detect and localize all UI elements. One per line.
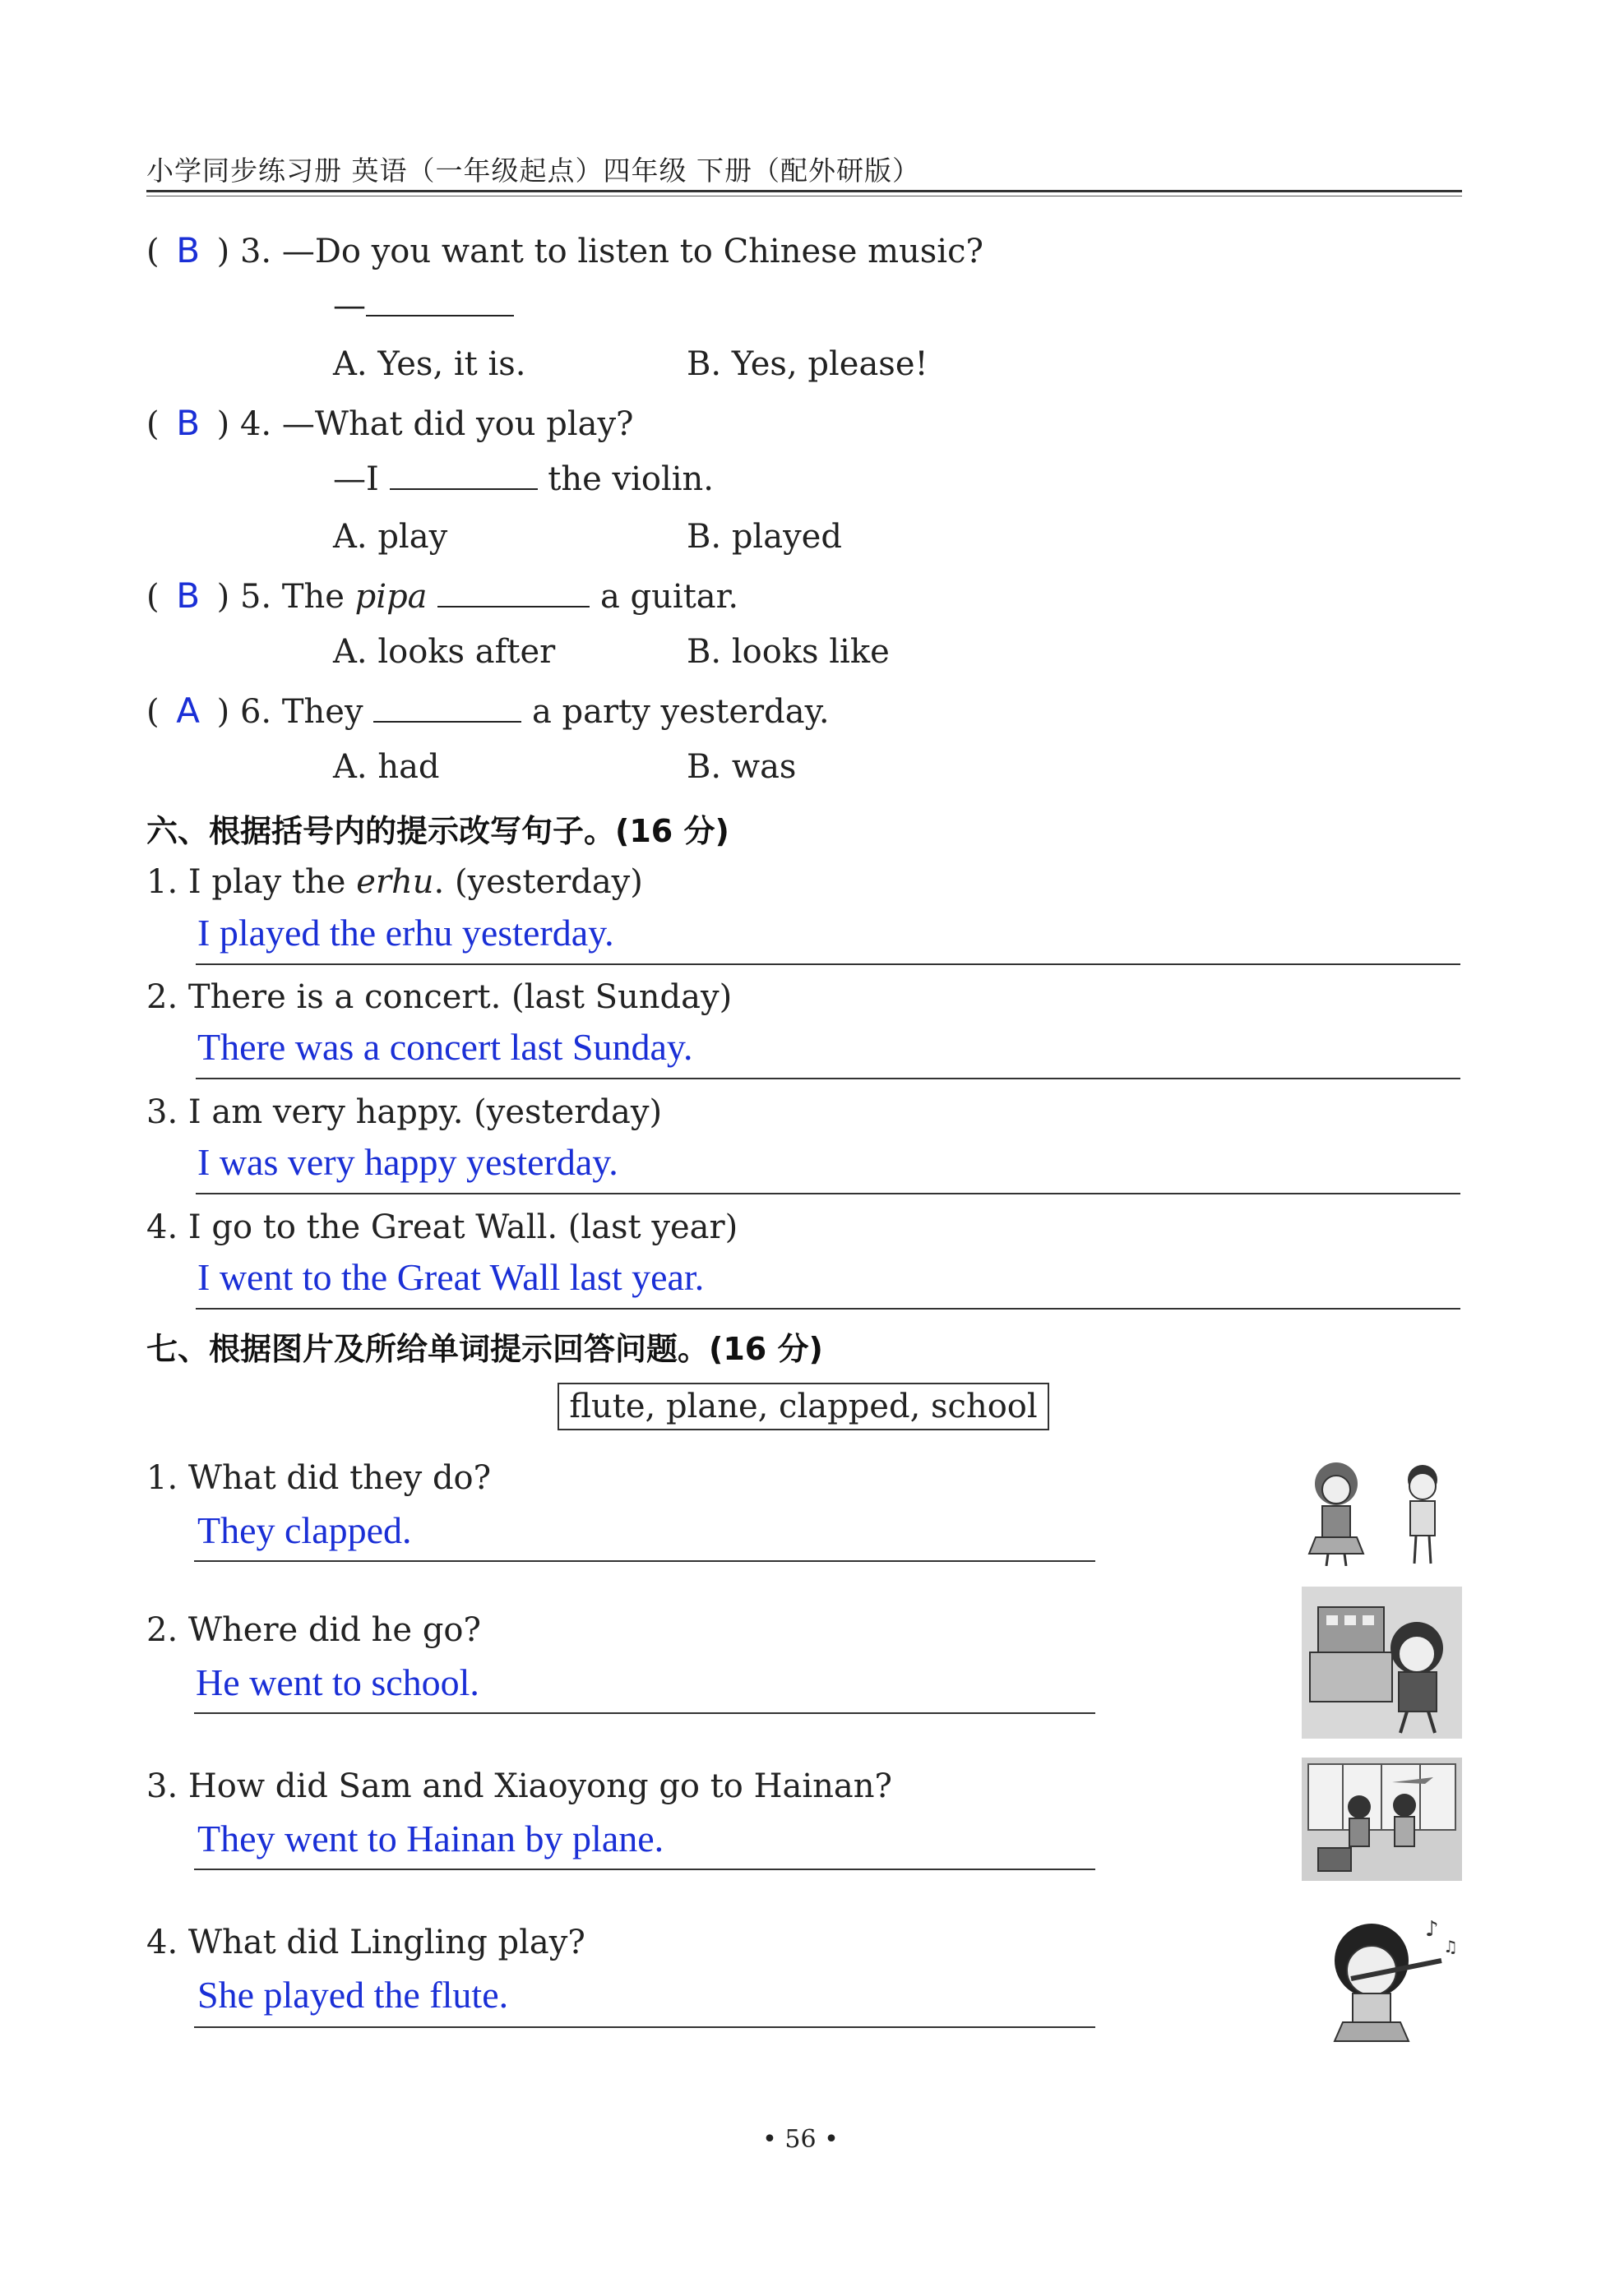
mcq-6: ( A ) 6. They a party yesterday. [146,691,830,731]
s7-item-4-answer: She played the flute. [197,1974,509,2016]
s7-item-1-answer: They clapped. [197,1509,412,1551]
s7-item-2-line [194,1712,1095,1714]
boy-going-to-school-illustration [1302,1587,1462,1739]
header-rule [146,190,1462,192]
page-number: • 56 • [762,2125,839,2154]
mcq-3-blank [366,285,514,316]
mcq-5-option-a: A. looks after [333,633,556,671]
mcq-5-answer: B [176,575,201,616]
mcq-6-blank [373,691,521,723]
mcq-4-blank [390,459,538,490]
s7-item-2-question: 2. Where did he go? [146,1611,481,1649]
s7-item-4-question: 4. What did Lingling play? [146,1924,585,1961]
s7-item-3-line [194,1869,1095,1870]
mcq-3-reply: — [333,285,514,325]
mcq-6-option-b: B. was [687,748,797,786]
s7-item-3-answer: They went to Hainan by plane. [197,1818,664,1859]
word-bank-box: flute, plane, clapped, school [558,1383,1049,1430]
kids-at-airport-illustration [1302,1758,1462,1881]
s7-item-4-line [194,2026,1095,2028]
mcq-3-answer: B [176,230,201,270]
s6-item-3-answer: I was very happy yesterday. [197,1141,618,1183]
mcq-5-italic-word: pipa [354,578,428,616]
mcq-3-option-b: B. Yes, please! [687,345,928,383]
girl-playing-flute-illustration [1302,1911,1462,2051]
s7-item-1-question: 1. What did they do? [146,1459,492,1497]
s7-item-3-question: 3. How did Sam and Xiaoyong go to Hainan? [146,1767,892,1805]
s6-item-3-prompt: 3. I am very happy. (yesterday) [146,1093,663,1131]
clapping-kids-illustration [1299,1455,1464,1566]
s6-item-4-answer: I went to the Great Wall last year. [197,1256,705,1298]
s6-item-4-line [196,1308,1460,1310]
s6-item-4-prompt: 4. I go to the Great Wall. (last year) [146,1208,738,1246]
s6-item-2-line [196,1078,1460,1079]
mcq-6-option-a: A. had [333,748,440,786]
mcq-3-option-a: A. Yes, it is. [333,345,526,383]
mcq-6-number: 6. [239,693,272,731]
mcq-4-option-a: A. play [333,518,448,556]
s6-item-2-answer: There was a concert last Sunday. [197,1026,693,1068]
mcq-3-number: 3. [239,233,272,270]
s6-item-1-prompt: 1. I play the erhu. (yesterday) [146,863,643,901]
mcq-4-reply: —I the violin. [333,460,715,498]
s7-item-1-line [194,1560,1095,1562]
mcq-5: ( B ) 5. The pipa a guitar. [146,575,739,616]
mcq-3-question: —Do you want to listen to Chinese music? [281,233,983,270]
mcq-4-question: —What did you play? [281,405,634,443]
mcq-4-option-b: B. played [687,518,842,556]
mcq-5-blank [437,576,590,607]
mcq-5-option-b: B. looks like [687,633,890,671]
svg-text:♫: ♫ [1443,1937,1458,1956]
mcq-5-number: 5. [239,578,272,616]
section-6-title: 六、根据括号内的提示改写句子。(16 分) [146,813,729,849]
page-header: 小学同步练习册 英语（一年级起点）四年级 下册（配外研版） [146,155,920,187]
s6-item-3-line [196,1193,1460,1194]
s6-item-1-answer: I played the erhu yesterday. [197,912,614,954]
s7-item-2-answer: He went to school. [196,1661,479,1703]
mcq-4-answer: B [176,403,201,443]
section-7-title: 七、根据图片及所给单词提示回答问题。(16 分) [146,1331,823,1367]
svg-text:♪: ♪ [1425,1917,1439,1942]
mcq-4: ( B ) 4. —What did you play? [146,403,634,443]
mcq-6-answer: A [176,691,200,731]
mcq-4-number: 4. [239,405,272,443]
s6-item-2-prompt: 2. There is a concert. (last Sunday) [146,978,733,1016]
s6-item-1-line [196,963,1460,965]
mcq-3: ( B ) 3. —Do you want to listen to Chinese music? [146,230,983,270]
